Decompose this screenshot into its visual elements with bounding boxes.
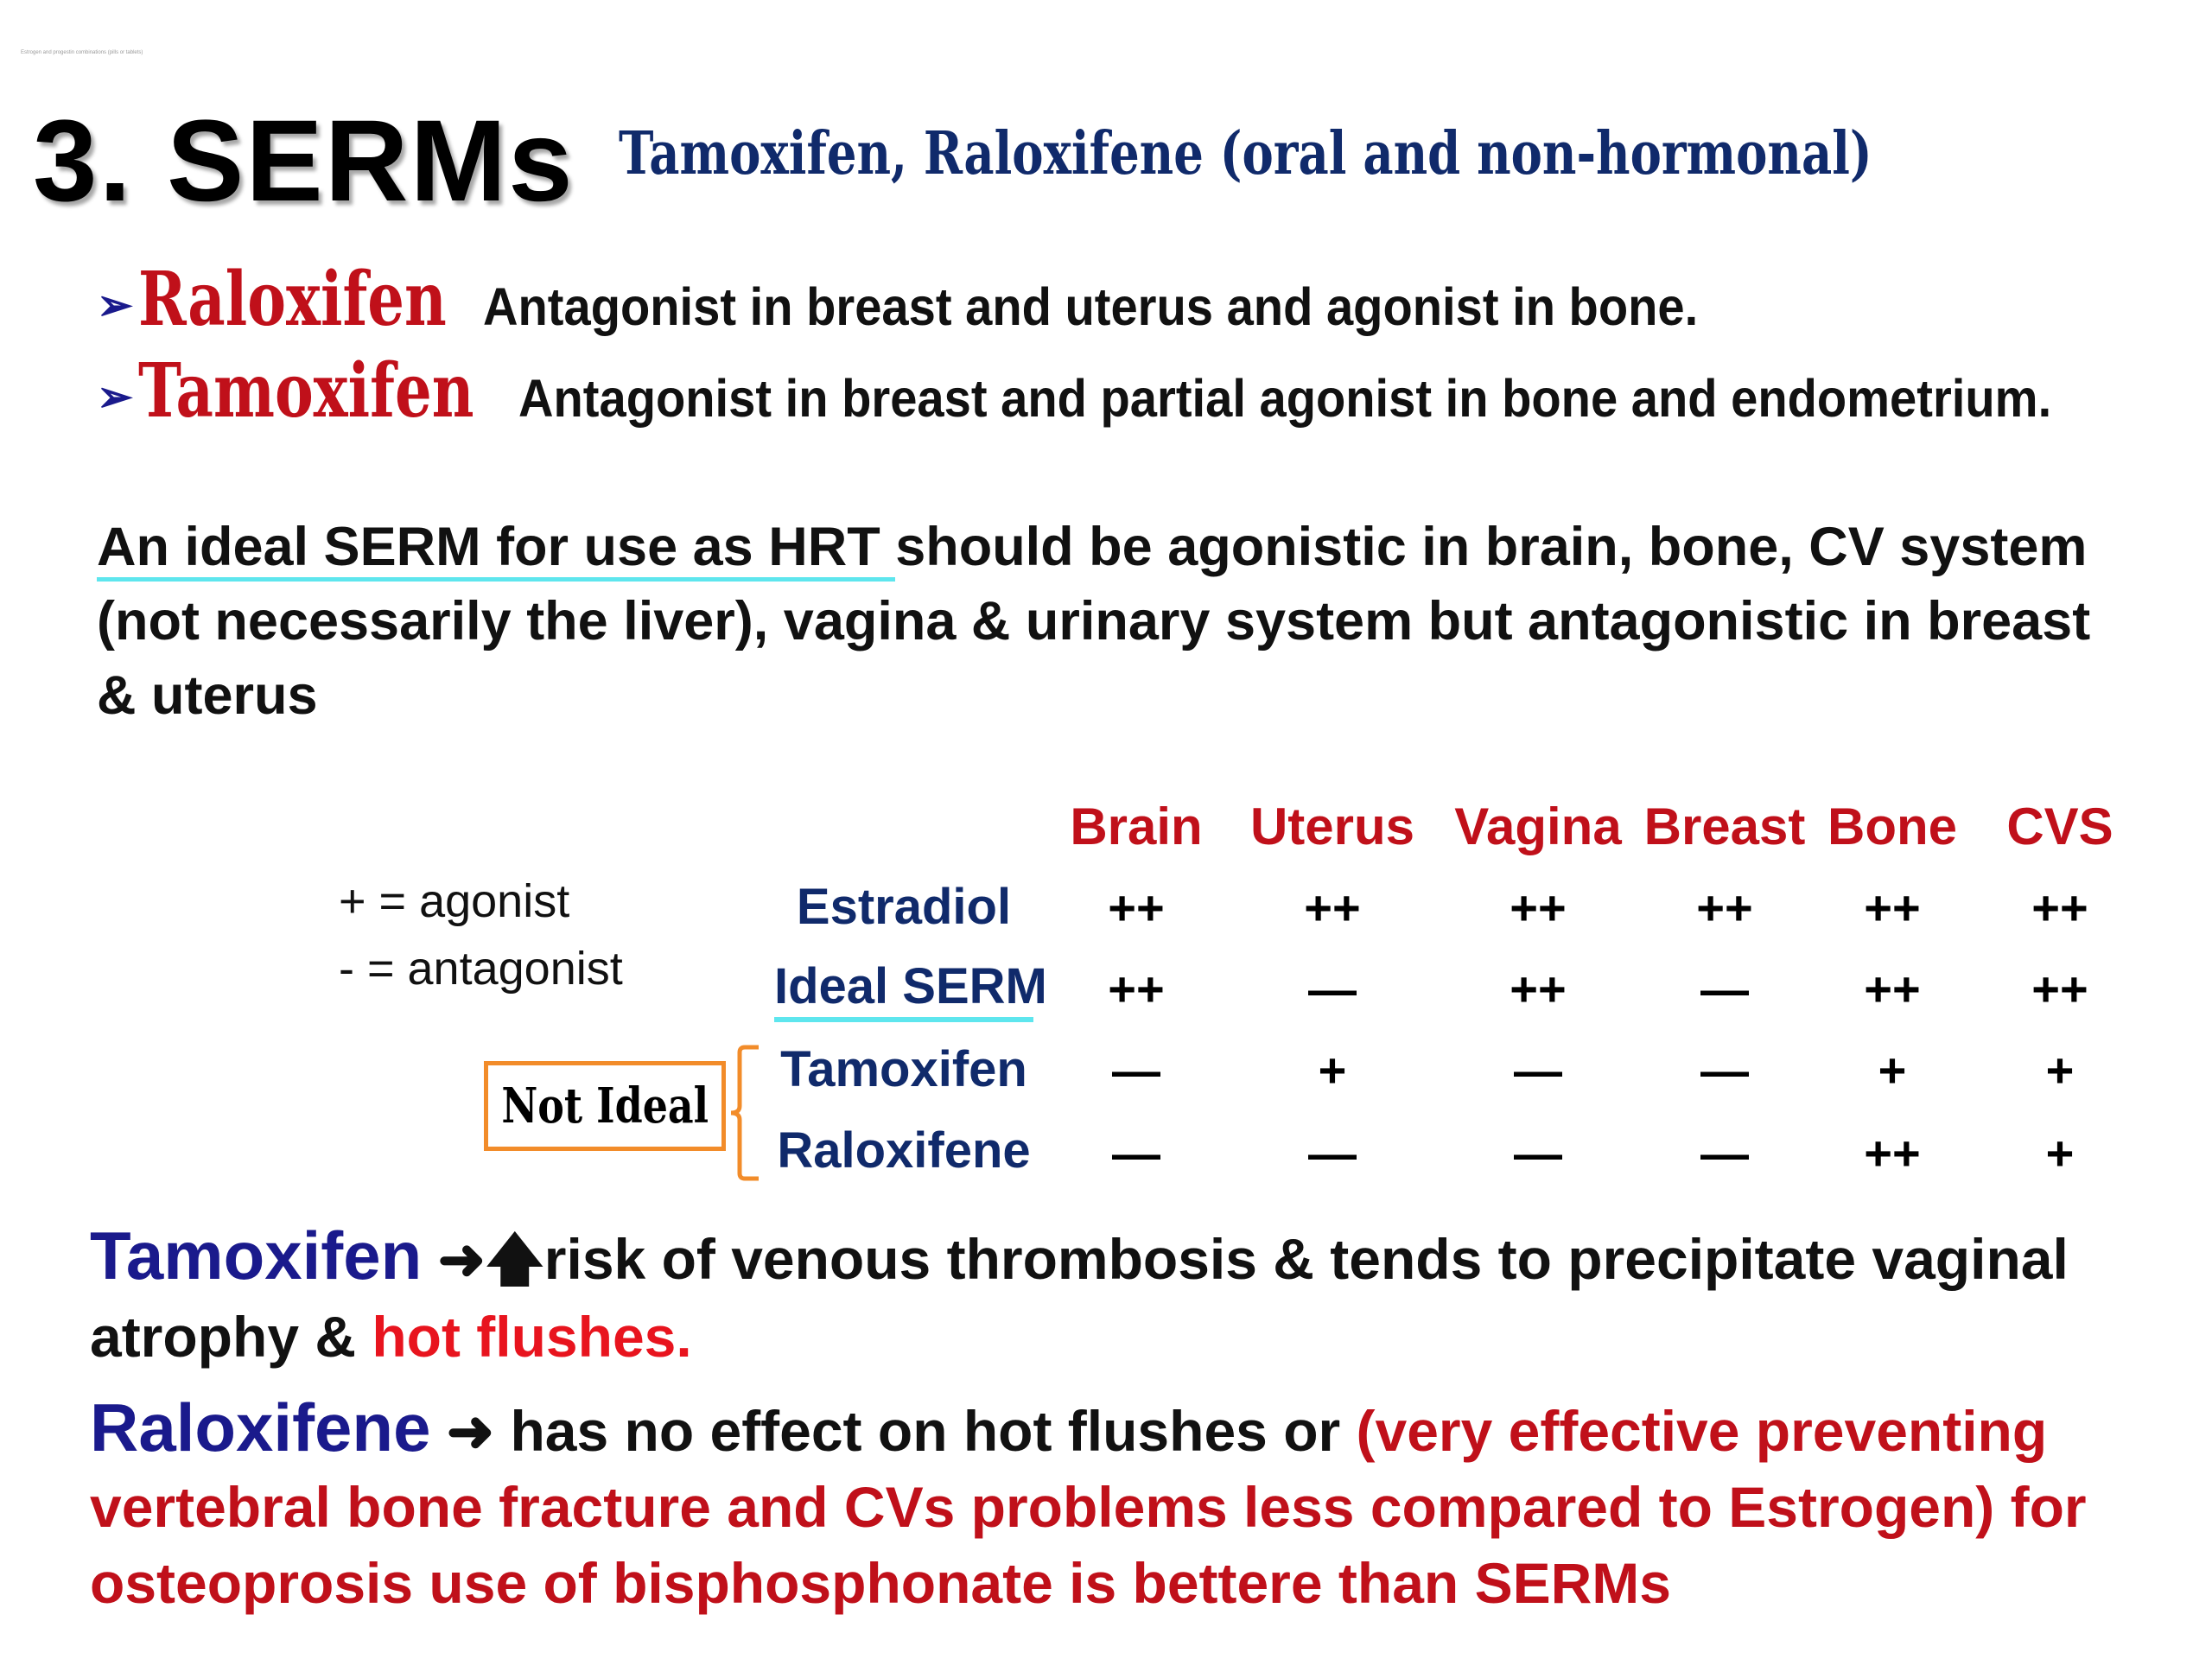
cell-ideal-vagina: ++ [1510, 962, 1567, 1016]
tamoxifen-note-text: risk of venous thrombosis & tends to precipitate vaginal atrophy & [90, 1227, 2069, 1369]
cell-tamoxifen-breast: — [1700, 1043, 1749, 1097]
column-header-vagina: Vagina [1454, 798, 1622, 855]
cell-estradiol-bone: ++ [1864, 880, 1921, 935]
bullet-raloxifen [97, 256, 1804, 343]
cell-tamoxifen-cvs: + [2045, 1043, 2075, 1097]
cell-raloxifene-vagina: — [1514, 1126, 1562, 1180]
bullet-arrow-icon: ➢ [97, 281, 133, 329]
cell-raloxifene-breast: — [1700, 1126, 1749, 1180]
cell-ideal-breast: — [1700, 962, 1749, 1016]
not-ideal-label: Not Ideal [501, 1077, 709, 1135]
column-header-bone: Bone [1827, 798, 1957, 855]
raloxifene-note-red: (very effective preventing vertebral bone fracture and CVs problems less compared to Estrogen) for osteoprosis use of bisphosphonate is bettere than SERMs [90, 1399, 2087, 1615]
ideal-serm-paragraph [97, 510, 2119, 733]
bullet-text: Antagonist in breast and partial agonist in bone and endometrium. [518, 369, 2052, 428]
cell-raloxifene-bone: ++ [1864, 1126, 1921, 1180]
header-small-text: Estrogen and progestin combinations (pills or tablets) [21, 50, 143, 55]
slide-title: 3. SERMs [33, 97, 575, 226]
row-label-raloxifene: Raloxifene [777, 1122, 1031, 1179]
tamoxifen-note [90, 1217, 2181, 1376]
slide-subtitle: Tamoxifen, Raloxifene (oral and non-hormonal) [619, 119, 1872, 188]
cell-estradiol-cvs: ++ [2031, 880, 2088, 935]
cell-ideal-uterus: — [1308, 962, 1357, 1016]
arrow-right-icon: ➜ [430, 1399, 511, 1463]
cell-tamoxifen-vagina: — [1514, 1043, 1562, 1097]
row-label-ideal-serm: Ideal SERM [774, 957, 1033, 1022]
ideal-underlined-text: An ideal SERM for use as HRT [97, 517, 895, 582]
column-header-breast: Breast [1643, 798, 1806, 855]
raloxifene-note-name: Raloxifene [90, 1389, 431, 1465]
raloxifene-note-text: has no effect on hot flushes or [510, 1399, 1357, 1463]
cell-raloxifene-brain: — [1112, 1126, 1160, 1180]
legend-agonist: + = agonist [339, 875, 570, 927]
cell-ideal-brain: ++ [1108, 962, 1165, 1016]
row-label-estradiol: Estradiol [796, 879, 1012, 935]
cell-tamoxifen-brain: — [1112, 1043, 1160, 1097]
not-ideal-box [484, 1061, 726, 1151]
ideal-rest-text: should be agonistic in brain, bone, CV system (not necessarily the liver), vagina & urinary system but antagonistic in breast & uterus [97, 517, 2091, 726]
bullet-arrow-icon: ➢ [97, 372, 133, 421]
column-header-brain: Brain [1070, 798, 1203, 855]
cell-tamoxifen-uterus: + [1318, 1043, 1347, 1097]
arrow-up-icon: ➜🡅 [422, 1227, 544, 1291]
bullet-drug-name: Raloxifen [137, 256, 447, 343]
tamoxifen-note-red: hot flushes. [372, 1305, 692, 1369]
legend-antagonist: - = antagonist [339, 943, 623, 995]
bullet-drug-name: Tamoxifen [137, 347, 474, 435]
column-header-uterus: Uterus [1249, 798, 1415, 855]
cell-estradiol-brain: ++ [1108, 880, 1165, 935]
cell-estradiol-breast: ++ [1696, 880, 1753, 935]
bullet-tamoxifen [97, 347, 2184, 435]
bracket-icon [726, 1044, 760, 1182]
cell-ideal-bone: ++ [1864, 962, 1921, 1016]
cell-raloxifene-cvs: + [2045, 1126, 2075, 1180]
cell-estradiol-uterus: ++ [1304, 880, 1361, 935]
bullet-text: Antagonist in breast and uterus and agonist in bone. [483, 277, 1699, 336]
row-label-tamoxifen: Tamoxifen [780, 1041, 1027, 1097]
tamoxifen-note-name: Tamoxifen [90, 1217, 423, 1294]
cell-ideal-cvs: ++ [2031, 962, 2088, 1016]
cell-tamoxifen-bone: + [1878, 1043, 1907, 1097]
cell-estradiol-vagina: ++ [1510, 880, 1567, 935]
raloxifene-note [90, 1389, 2181, 1621]
cell-raloxifene-uterus: — [1308, 1126, 1357, 1180]
column-header-cvs: CVS [2006, 798, 2113, 855]
